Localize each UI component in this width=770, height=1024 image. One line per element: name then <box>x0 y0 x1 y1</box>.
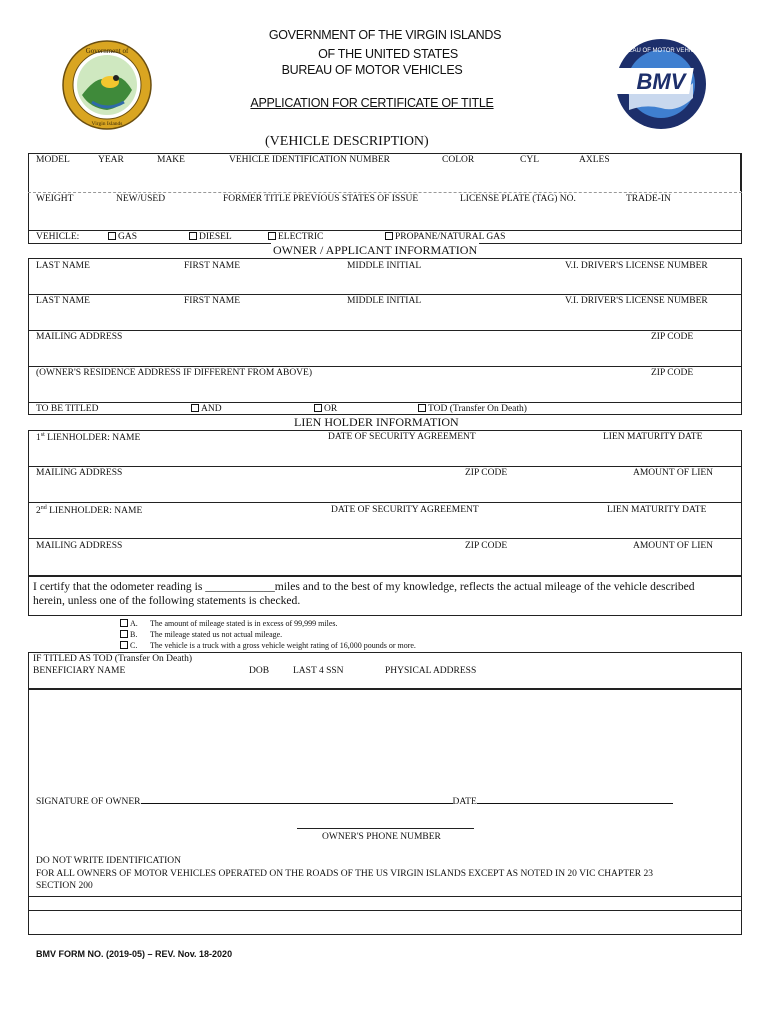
propane-option[interactable]: PROPANE/NATURAL GAS <box>385 232 505 242</box>
header-line-2: OF THE UNITED STATES <box>318 47 458 61</box>
svg-text:Government of: Government of <box>85 47 129 55</box>
odometer-certify-line-1: I certify that the odometer reading is ____________miles and to the best of my knowledge, reflects the actual mileage of the vehicle described <box>33 580 695 593</box>
axles-label: AXLES <box>579 155 610 165</box>
make-label: MAKE <box>157 155 185 165</box>
first-maturity-label: LIEN MATURITY DATE <box>603 432 703 442</box>
bmv-logo <box>615 38 707 130</box>
tod-title: IF TITLED AS TOD (Transfer On Death) <box>33 654 193 664</box>
beneficiary-label: BENEFICIARY NAME <box>33 666 126 676</box>
option-b-checkbox[interactable] <box>120 630 128 638</box>
physical-address-label: PHYSICAL ADDRESS <box>385 666 477 676</box>
odometer-option-a[interactable]: A. The amount of mileage stated is in excess of 99,999 miles. <box>120 619 338 628</box>
odometer-certify-line-2: herein, unless one of the following statements is checked. <box>33 594 301 607</box>
odometer-option-c[interactable]: C. The vehicle is a truck with a gross vehicle weight rating of 16,000 pounds or more. <box>120 641 416 650</box>
second-date-security-label: DATE OF SECURITY AGREEMENT <box>331 505 479 515</box>
first-lien-zip-label: ZIP CODE <box>465 468 508 478</box>
former-title-label: FORMER TITLE PREVIOUS STATES OF ISSUE <box>223 194 419 204</box>
for-all-owners-note: FOR ALL OWNERS OF MOTOR VEHICLES OPERATED ON THE ROADS OF THE US VIRGIN ISLANDS EXCEPT AS NOTED IN 20 VIC CHAPTER 23 <box>36 869 654 879</box>
svg-text:BMV: BMV <box>636 69 686 94</box>
svg-text:BUREAU OF MOTOR VEHICLES: BUREAU OF MOTOR VEHICLES <box>615 48 707 54</box>
form-title: APPLICATION FOR CERTIFICATE OF TITLE <box>250 96 494 110</box>
owner-table <box>28 258 742 415</box>
propane-checkbox[interactable] <box>385 232 393 240</box>
gas-option[interactable]: GAS <box>108 232 137 242</box>
first-lien-amount-label: AMOUNT OF LIEN <box>633 468 714 478</box>
lien-section-title: LIEN HOLDER INFORMATION <box>294 415 459 429</box>
section-note: SECTION 200 <box>36 881 93 891</box>
electric-option[interactable]: ELECTRIC <box>268 232 323 242</box>
diesel-option[interactable]: DIESEL <box>189 232 232 242</box>
and-option[interactable]: AND <box>191 404 222 414</box>
year-label: YEAR <box>98 155 124 165</box>
government-seal-logo <box>62 40 152 130</box>
owner-residence-zip-label: ZIP CODE <box>651 368 694 378</box>
cyl-label: CYL <box>520 155 539 165</box>
vin-label: VEHICLE IDENTIFICATION NUMBER <box>229 155 390 165</box>
ssn-label: LAST 4 SSN <box>293 666 344 676</box>
owner-last-name-label: LAST NAME <box>36 261 90 271</box>
phone-number-line[interactable] <box>297 828 474 829</box>
dob-label: DOB <box>249 666 270 676</box>
do-not-write-note: DO NOT WRITE IDENTIFICATION <box>36 856 182 866</box>
diesel-checkbox[interactable] <box>189 232 197 240</box>
owner-middle-initial-label: MIDDLE INITIAL <box>347 261 422 271</box>
second-lienholder-label: 2nd LIENHOLDER: NAME <box>36 505 143 517</box>
second-lien-mailing-label: MAILING ADDRESS <box>36 541 123 551</box>
owner-mailing-address-label: MAILING ADDRESS <box>36 332 123 342</box>
signature-box <box>28 689 742 935</box>
or-option[interactable]: OR <box>314 404 337 414</box>
owner-residence-label: (OWNER'S RESIDENCE ADDRESS IF DIFFERENT FROM ABOVE) <box>36 368 313 378</box>
second-lien-zip-label: ZIP CODE <box>465 541 508 551</box>
tod-checkbox[interactable] <box>418 404 426 412</box>
owner-section-title: OWNER / APPLICANT INFORMATION <box>273 243 478 257</box>
owner2-first-name-label: FIRST NAME <box>184 296 241 306</box>
first-date-security-label: DATE OF SECURITY AGREEMENT <box>328 432 476 442</box>
trade-in-label: TRADE-IN <box>626 194 671 204</box>
weight-label: WEIGHT <box>36 194 74 204</box>
color-label: COLOR <box>442 155 475 165</box>
owner2-vi-license-label: V.I. DRIVER'S LICENSE NUMBER <box>565 296 708 306</box>
owner2-last-name-label: LAST NAME <box>36 296 90 306</box>
and-checkbox[interactable] <box>191 404 199 412</box>
vehicle-fuel-label: VEHICLE: <box>36 232 80 242</box>
first-lien-mailing-label: MAILING ADDRESS <box>36 468 123 478</box>
owner-vi-license-label: V.I. DRIVER'S LICENSE NUMBER <box>565 261 708 271</box>
license-plate-label: LICENSE PLATE (TAG) NO. <box>460 194 576 204</box>
gas-checkbox[interactable] <box>108 232 116 240</box>
option-c-checkbox[interactable] <box>120 641 128 649</box>
electric-checkbox[interactable] <box>268 232 276 240</box>
header-line-3: BUREAU OF MOTOR VEHICLES <box>281 63 463 77</box>
model-label: MODEL <box>36 155 70 165</box>
form-number: BMV FORM NO. (2019-05) – REV. Nov. 18-2020 <box>36 949 233 959</box>
odometer-option-b[interactable]: B. The mileage stated us not actual mileage. <box>120 630 282 639</box>
lien-table <box>28 430 742 576</box>
first-lienholder-label: 1st LIENHOLDER: NAME <box>36 432 141 444</box>
owner-zip-label: ZIP CODE <box>651 332 694 342</box>
to-be-titled-label: TO BE TITLED <box>36 404 99 414</box>
or-checkbox[interactable] <box>314 404 322 412</box>
owner2-middle-initial-label: MIDDLE INITIAL <box>347 296 422 306</box>
second-lien-amount-label: AMOUNT OF LIEN <box>633 541 714 551</box>
new-used-label: NEW/USED <box>116 194 166 204</box>
vehicle-section-title: (VEHICLE DESCRIPTION) <box>265 134 429 149</box>
svg-text:Virgin Islands: Virgin Islands <box>91 121 123 127</box>
owner-signature-field[interactable]: SIGNATURE OF OWNER DATE <box>36 797 673 807</box>
tod-option[interactable]: TOD (Transfer On Death) <box>418 404 527 414</box>
owner-first-name-label: FIRST NAME <box>184 261 241 271</box>
owner-phone-label: OWNER'S PHONE NUMBER <box>322 832 441 842</box>
second-maturity-label: LIEN MATURITY DATE <box>607 505 707 515</box>
header-line-1: GOVERNMENT OF THE VIRGIN ISLANDS <box>268 28 502 42</box>
option-a-checkbox[interactable] <box>120 619 128 627</box>
